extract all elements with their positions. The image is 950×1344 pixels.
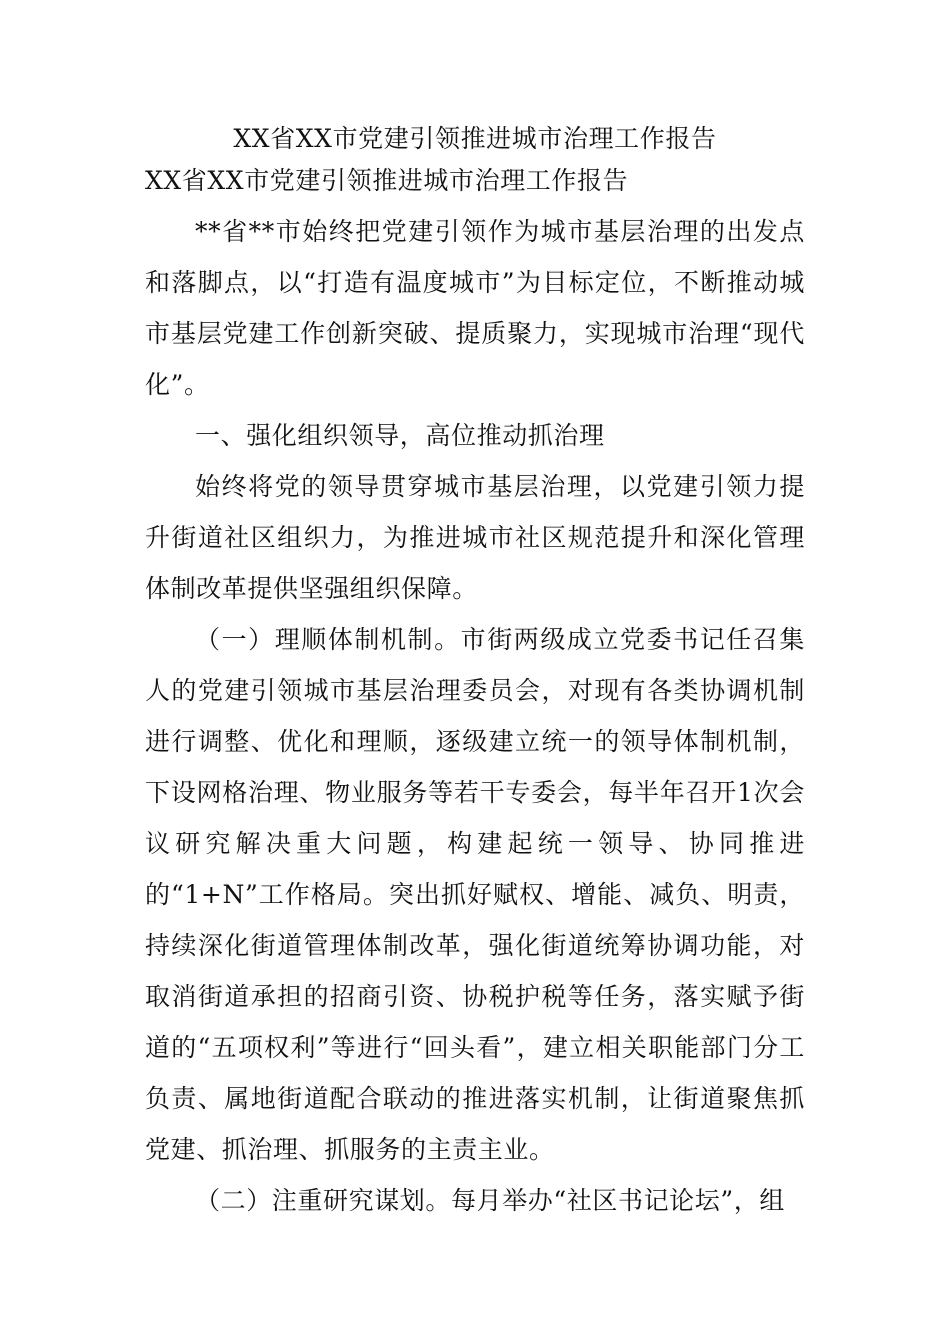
document-subtitle: XX省XX市党建引领推进城市治理工作报告 bbox=[145, 166, 629, 195]
section-heading-1: 一、强化组织领导，高位推动抓治理 bbox=[195, 421, 605, 450]
item-2-paragraph: （二）注重研究谋划。每月举办“社区书记论坛”，组 bbox=[195, 1186, 785, 1215]
intro-paragraph: **省**市始终把党建引领作为城市基层治理的出发点和落脚点，以“打造有温度城市”为目标定位，不断推动城市基层党建工作创新突破、提质聚力，实现城市治理“现代化”。 bbox=[145, 217, 805, 399]
document-title: XX省XX市党建引领推进城市治理工作报告 bbox=[233, 124, 717, 153]
section-1-paragraph: 始终将党的领导贯穿城市基层治理，以党建引领力提升街道社区组织力，为推进城市社区规范提升和深化管理体制改革提供坚强组织保障。 bbox=[145, 472, 805, 603]
document-body bbox=[145, 118, 805, 1226]
item-1-paragraph: （一）理顺体制机制。市街两级成立党委书记任召集人的党建引领城市基层治理委员会，对现有各类协调机制进行调整、优化和理顺，逐级建立统一的领导体制机制，下设网格治理、物业服务等若干专委会，每半年召开1次会议研究解决重大问题，构建起统一领导、协同推进的“1+N”工作格局。突出抓好赋权、增能、减负、明责，持续深化街道管理体制改革，强化街道统筹协调功能，对取消街道承担的招商引资、协税护税等任务，落实赋予街道的“五项权利”等进行“回头看”，建立相关职能部门分工负责、属地街道配合联动的推进落实机制，让街道聚焦抓党建、抓治理、抓服务的主责主业。 bbox=[145, 625, 805, 1164]
